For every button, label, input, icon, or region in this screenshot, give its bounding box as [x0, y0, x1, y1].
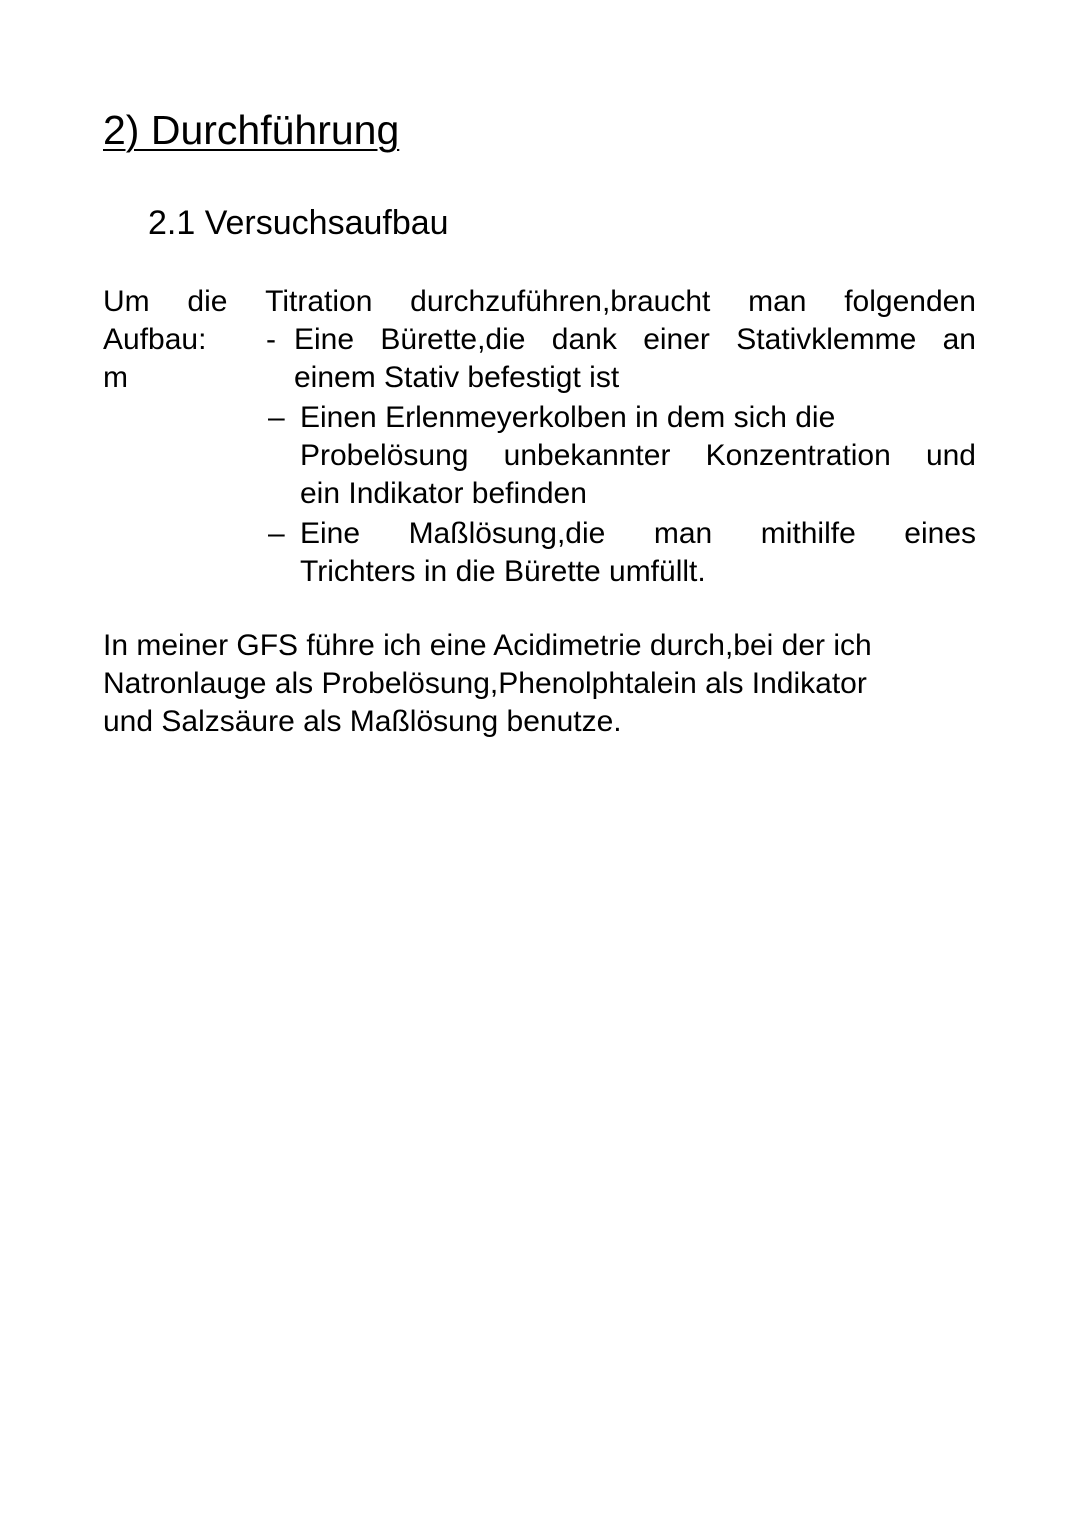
list-item-2-line-2: [300, 437, 976, 475]
word: man: [653, 517, 713, 550]
subsection-heading: 2.1 Versuchsaufbau: [148, 204, 449, 242]
word: man: [748, 285, 807, 318]
word: mithilfe: [760, 517, 856, 550]
list-item-2-line-3: ein Indikator befinden: [300, 477, 587, 510]
word: eines: [904, 517, 976, 550]
intro-line: [103, 283, 976, 321]
stray-letter: m: [103, 361, 128, 394]
word: Titration: [265, 285, 373, 318]
word: Maßlösung,die: [408, 517, 606, 550]
paragraph-line: und Salzsäure als Maßlösung benutze.: [103, 705, 622, 738]
word: Eine: [294, 323, 355, 356]
list-item-3-line-2: Trichters in die Bürette umfüllt.: [300, 555, 706, 588]
paragraph-line: Natronlauge als Probelösung,Phenolphtalein als Indikator: [103, 667, 867, 700]
word: unbekannter: [503, 439, 671, 472]
word: einer: [643, 323, 710, 356]
list-item-2-line-1: Einen Erlenmeyerkolben in dem sich die: [300, 401, 836, 434]
word: Um: [103, 285, 150, 318]
word: durchzuführen,braucht: [410, 285, 711, 318]
word: Eine: [300, 517, 361, 550]
word: folgenden: [844, 285, 976, 318]
list-bullet: –: [268, 517, 285, 550]
word: Stativklemme: [736, 323, 917, 356]
list-item-1-line-1: [294, 321, 976, 359]
list-bullet: –: [268, 401, 285, 434]
word: an: [942, 323, 976, 356]
list-item-1-line-2: einem Stativ befestigt ist: [294, 361, 620, 394]
word: die: [187, 285, 228, 318]
word: Bürette,die: [380, 323, 526, 356]
list-bullet: -: [266, 323, 276, 356]
aufbau-label: Aufbau:: [103, 323, 207, 356]
paragraph-line: In meiner GFS führe ich eine Acidimetrie durch,bei der ich: [103, 629, 872, 662]
body-paragraph: [103, 627, 963, 741]
word: Konzentration: [705, 439, 891, 472]
list-item-3-line-1: [300, 515, 976, 553]
section-heading: 2) Durchführung: [103, 107, 400, 153]
word: und: [925, 439, 976, 472]
word: Probelösung: [300, 439, 469, 472]
word: dank: [551, 323, 617, 356]
